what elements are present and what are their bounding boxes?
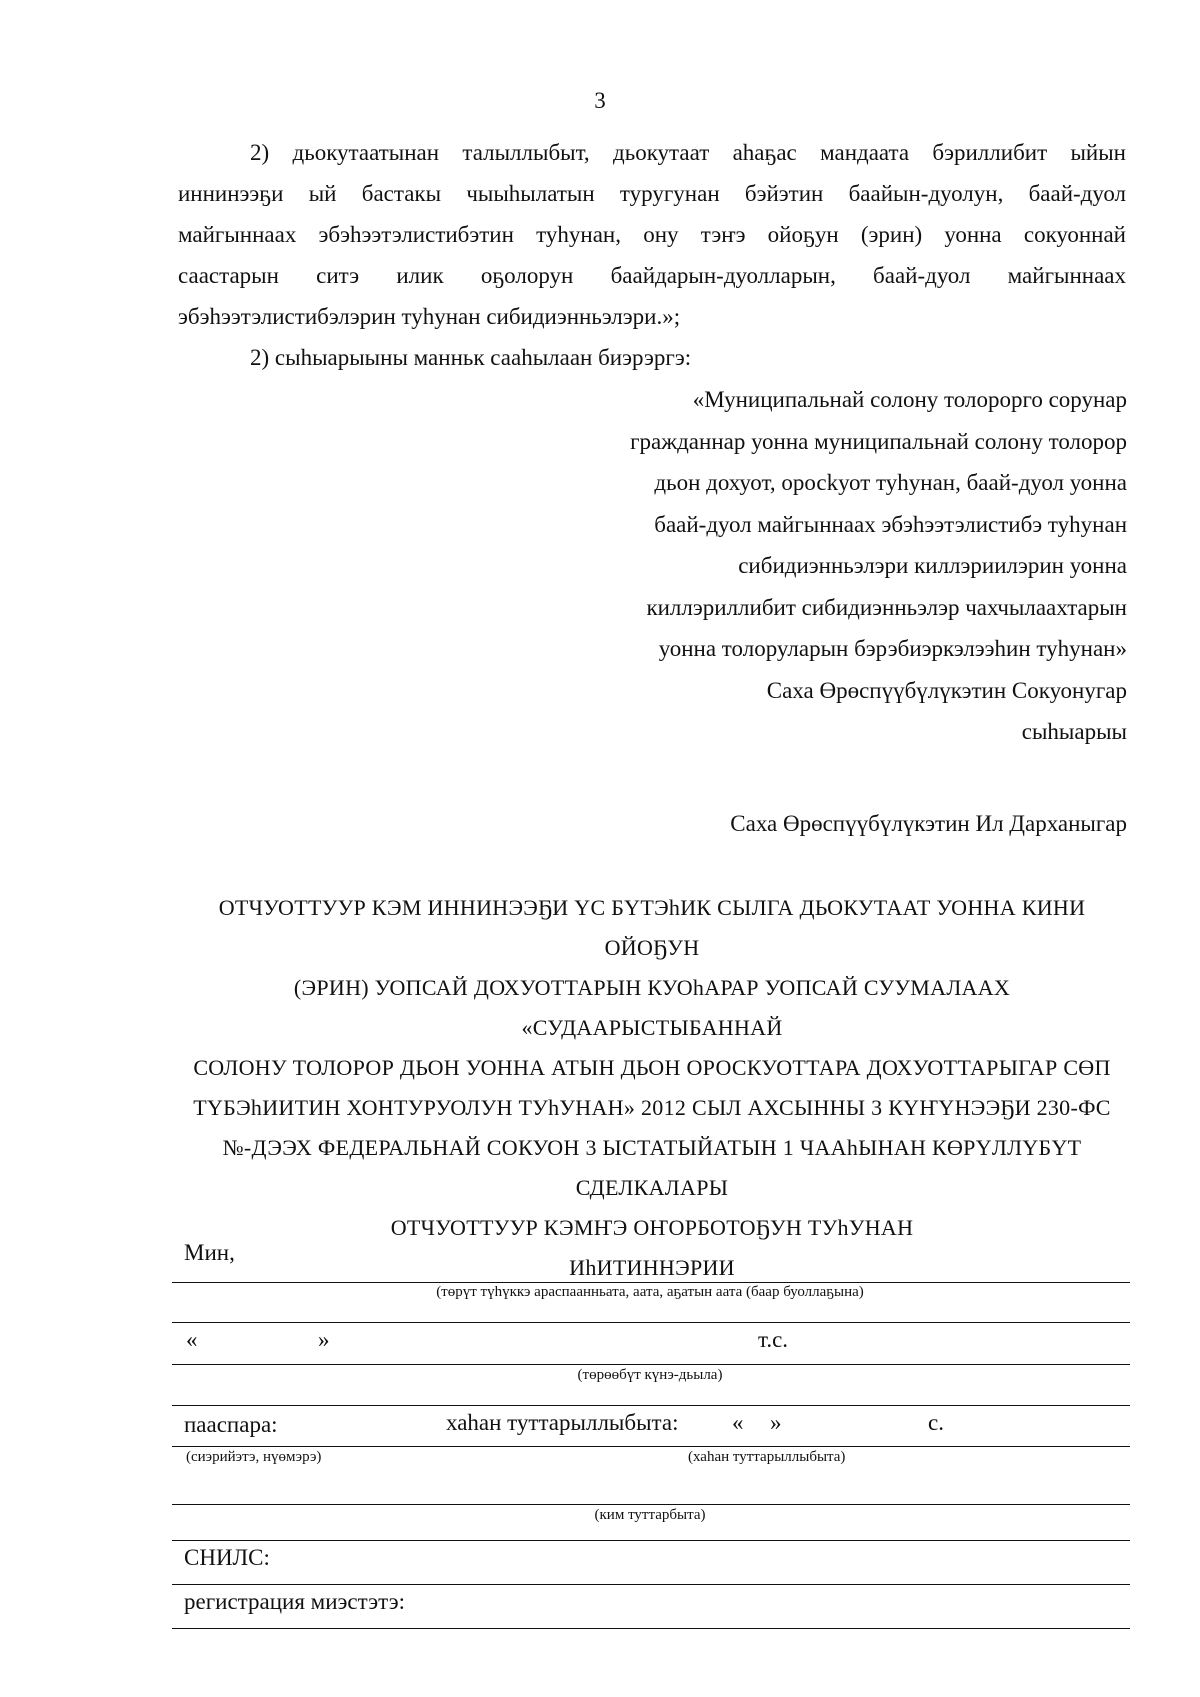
fio-line [172,1282,1130,1283]
quote-line: «Муниципальнай солону толорорго сорунар [692,387,1127,412]
issued-year-abbr: с. [928,1410,944,1435]
quote-line: киллэриллибит сибидиэнньэлэр чахчылаахтарын [646,594,1127,620]
registration-line [172,1628,1130,1629]
heading-line: ТҮБЭhИИТИН ХОНТУРУОЛУН ТУhУНАН» 2012 СЫЛ АХСЫННЫ 3 КҮҤҮНЭЭҔИ 230-ФС [193,1095,1111,1120]
series-caption: (сиэрийэтэ, нүөмэрэ) [186,1449,322,1465]
quote-line: Саха Өрөспүүбүлүкэтин Сокуонугар [766,677,1127,703]
quote-line: гражданнар уонна муниципальнай солону толорор [630,428,1127,454]
separator-line [172,1405,1130,1406]
snils-line [172,1584,1130,1585]
paragraph-1 [178,132,1126,337]
issued-label: хаhан туттарыллыбыта: [446,1410,679,1435]
who-caption: (ким туттарбыта) [594,1507,706,1523]
paragraph-1-line: майгыннаах эбэhээтэлистибэтин туhунан, ону тэҥэ ойоҕун (эрин) уонна сокуоннай [178,222,1126,247]
birth-year-abbr: т.с. [758,1327,789,1352]
passport-label: пааспара: [184,1412,278,1437]
paragraph-2-line: 2) сыhыарыыны манньк сааhылаан биэрэргэ: [250,345,692,370]
issued-quote-close: » [770,1410,782,1435]
issuer-line [172,1504,1130,1505]
paragraph-1-line: иннинээҕи ый бастакы чыыhылатын туругунан бэйэтин баайын-дуолун, баай-дуол [178,181,1126,206]
birth-quote-close: » [318,1327,330,1352]
paragraph-2 [178,337,1126,378]
heading-line: ИhИТИННЭРИИ [569,1255,735,1280]
addressee: Саха Өрөспүүбүлүкэтин Ил Дарханыгар [730,811,1127,836]
quote-line: дьон дохуот, оросkуот туhунан, баай-дуол уонна [654,470,1127,495]
issued-caption: (хаhан туттарыллыбыта) [688,1449,846,1465]
quote-line: баай-дуол майгыннаах эбэhээтэлистибэ туhунан [654,511,1127,537]
page-number: 3 [594,88,606,113]
paragraph-1-line: 2) дьокутаатынан талыллыбыт, дьокутаат аhаҕас мандаата бэриллибит ыйын [250,140,1126,165]
paragraph-1-line: эбэhээтэлистибэлэрин туhунан сибидиэнньэлэри.»; [178,304,681,329]
heading-line: (ЭРИН) УОПСАЙ ДОХУОТТАРЫН КУОhАРАР УОПСАЙ СУУМАЛААХ «СУДААРЫСТЫБАННАЙ [293,975,1011,1040]
paragraph-1-line: саастарын ситэ илик оҕолорун баайдарын-дуолларын, баай-дуол майгыннаах [178,263,1126,288]
fio-caption: (төрүт түhүккэ араспаанньата, аата, аҕатын аата (баар буоллаҕына) [436,1284,864,1300]
snils-label: СНИЛС: [184,1545,270,1570]
birth-caption: (төрөөбүт күнэ-дьыла) [577,1367,723,1383]
fio-second-line [172,1322,1130,1323]
heading-line: СОЛОНУ ТОЛОРОР ДЬОН УОННА АТЫН ДЬОН ОРОСКУОТТАРА ДОХУОТТАРЫГАР СӨП [193,1055,1111,1080]
heading-line: ОТЧУОТТУУР КЭМ ИННИНЭЭҔИ ҮС БҮТЭhИК СЫЛГА ДЬОКУТААТ УОННА КИНИ ОЙОҔУН [218,895,1086,960]
heading-line: №-ДЭЭХ ФЕДЕРАЛЬНАЙ СОКУОН 3 ЫСТАТЫЙАТЫН 1 ЧААhЫНАН КӨРҮЛЛҮБҮТ СДЕЛКАЛАРЫ [222,1135,1082,1200]
document-heading [178,888,1126,1288]
min-label: Мин, [184,1240,235,1265]
birth-date-line [172,1364,1130,1365]
quote-line: сыhыарыы [1021,719,1127,744]
heading-line: ОТЧУОТТУУР КЭМҤЭ ОҤОРБОТОҔУН ТУhУНАН [390,1215,914,1240]
snils-top-line [172,1540,1130,1541]
birth-quote-open: « [186,1327,198,1352]
passport-line [172,1446,1130,1447]
registration-label: регистрация миэстэтэ: [184,1589,405,1614]
quote-line: сибидиэнньэлэри киллэриилэрин уонна [738,553,1127,578]
quote-line: уонна толоруларын бэрэбиэркэлээhин туhунан» [658,636,1127,661]
quote-block [507,379,1127,753]
issued-quote-open: « [732,1410,744,1435]
